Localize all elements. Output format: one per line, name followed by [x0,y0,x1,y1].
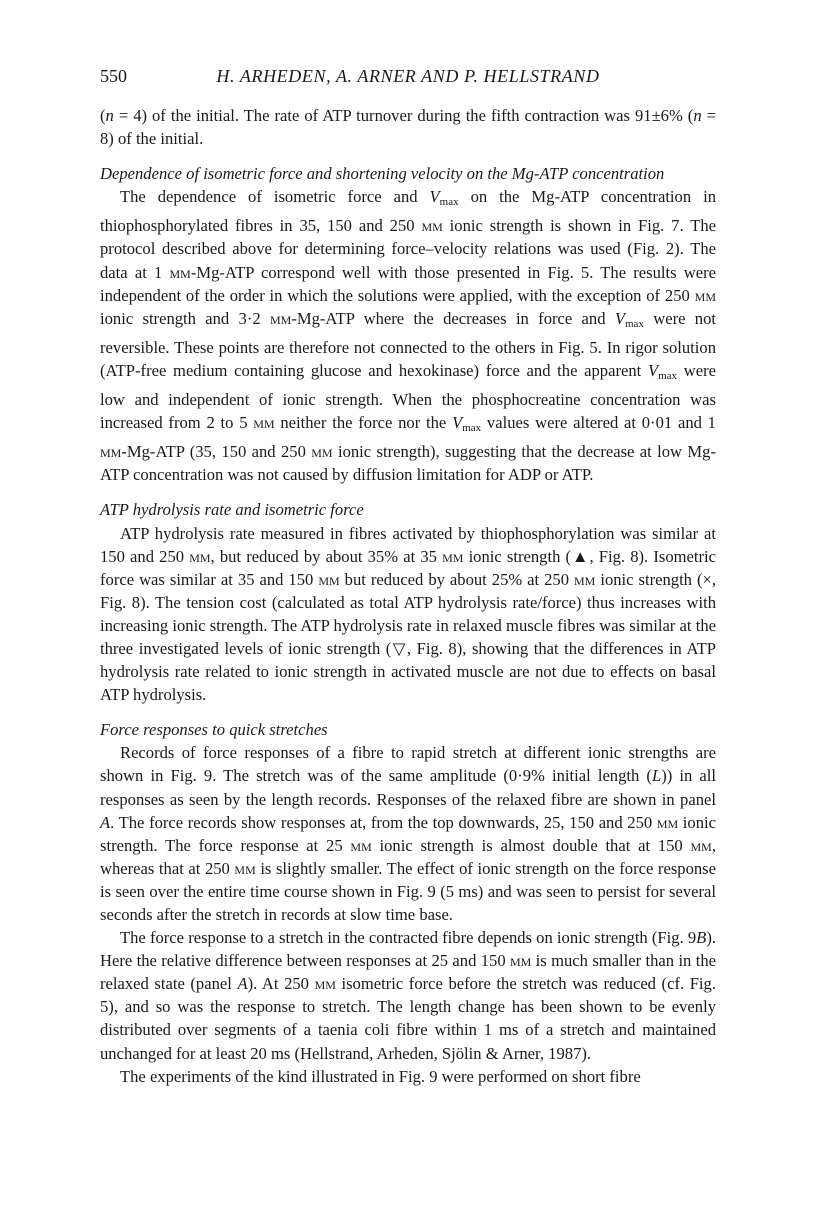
paragraph-stretch-records: Records of force responses of a fibre to rapid stretch at different ionic strengths are shown in Fig. 9. The stretch was of the same amplitude (0·9% initial length (L)) in all responses as seen by the length records. Responses of the relaxed fibre are shown in panel A. The force records show responses at, from the top downwards, 25, 150 and 250 mm ionic strength. The force response at 25 mm ionic strength is almost double that at 150 mm, whereas that at 250 mm is slightly smaller. The effect of ionic strength on the force response is seen over the entire time course shown in Fig. 9 (5 ms) and was seen to persist for several seconds after the stretch in records at slow time base. [100,743,716,924]
paragraph-contracted-fibre: The force response to a stretch in the contracted fibre depends on ionic strength (Fig. 9B). Here the relative difference between responses at 25 and 150 mm is much smaller than in the relaxed state (panel A). At 250 mm isometric force before the stretch was reduced (cf. Fig. 5), and so was the response to stretch. The length change has been shown to be evenly distributed over segments of a taenia coli fibre within 1 ms of a stretch and maintained unchanged for at least 20 ms (Hellstrand, Arheden, Sjölin & Arner, 1987). [100,928,716,1063]
page-number: 550 [100,66,127,86]
running-head: H. ARHEDEN, A. ARNER AND P. HELLSTRAND [216,66,600,86]
paragraph-atp-hydrolysis: ATP hydrolysis rate measured in fibres activated by thiophosphorylation was similar at 150 and 250 mm, but reduced by about 35% at 35 mm ionic strength (▲, Fig. 8). Isometric force was similar at 35 and 150 mm but reduced by about 25% at 250 mm ionic strength (×, Fig. 8). The tension cost (calculated as total ATP hydrolysis rate/force) thus increases with increasing ionic strength. The ATP hydrolysis rate in relaxed muscle fibres was similar at the three investigated levels of ionic strength (▽, Fig. 8), showing that the differences in ATP hydrolysis rate related to ionic strength in activated muscle are not due to effects on basal ATP hydrolysis. [100,523,716,705]
section-heading-quick-stretches: Force responses to quick stretches [100,720,328,740]
article-body [100,104,716,1088]
paragraph-short-fibre: The experiments of the kind illustrated in Fig. 9 were performed on short fibre [120,1066,641,1086]
continued-paragraph: (n = 4) of the initial. The rate of ATP turnover during the fifth contraction was 91±6% (n = 8) of the initial. [100,106,717,149]
page-header [100,66,716,96]
section-heading-mg-atp: Dependence of isometric force and shortening velocity on the Mg-ATP concentration [100,164,665,184]
section-heading-atp-hydrolysis: ATP hydrolysis rate and isometric force [100,500,364,520]
paragraph-mg-atp: The dependence of isometric force and $V_{max}$ on the Mg-ATP concentration in thiophosphorylated fibres in 35, 150 and 250 mm ionic strength is shown in Fig. 7. The protocol described above for determining force–velocity relations was used (Fig. 2). The data at 1 mm-Mg-ATP correspond well with those presented in Fig. 5. The results were independent of the order in which the solutions were applied, with the exception of 250 mm ionic strength and 3·2 mm-Mg-ATP where the decreases in force and $V_{max}$ were not reversible. These points are therefore not connected to the others in Fig. 5. In rigor solution (ATP-free medium containing glucose and hexokinase) force and the apparent $V_{max}$ were low and independent of ionic strength. When the phosphocreatine concentration was increased from 2 to 5 mm neither the force nor the $V_{max}$ values were altered at 0·01 and 1 mm-Mg-ATP (35, 150 and 250 mm ionic strength), suggesting that the decrease at low Mg-ATP concentration was not caused by diffusion limitation for ADP or ATP. [100,187,717,485]
